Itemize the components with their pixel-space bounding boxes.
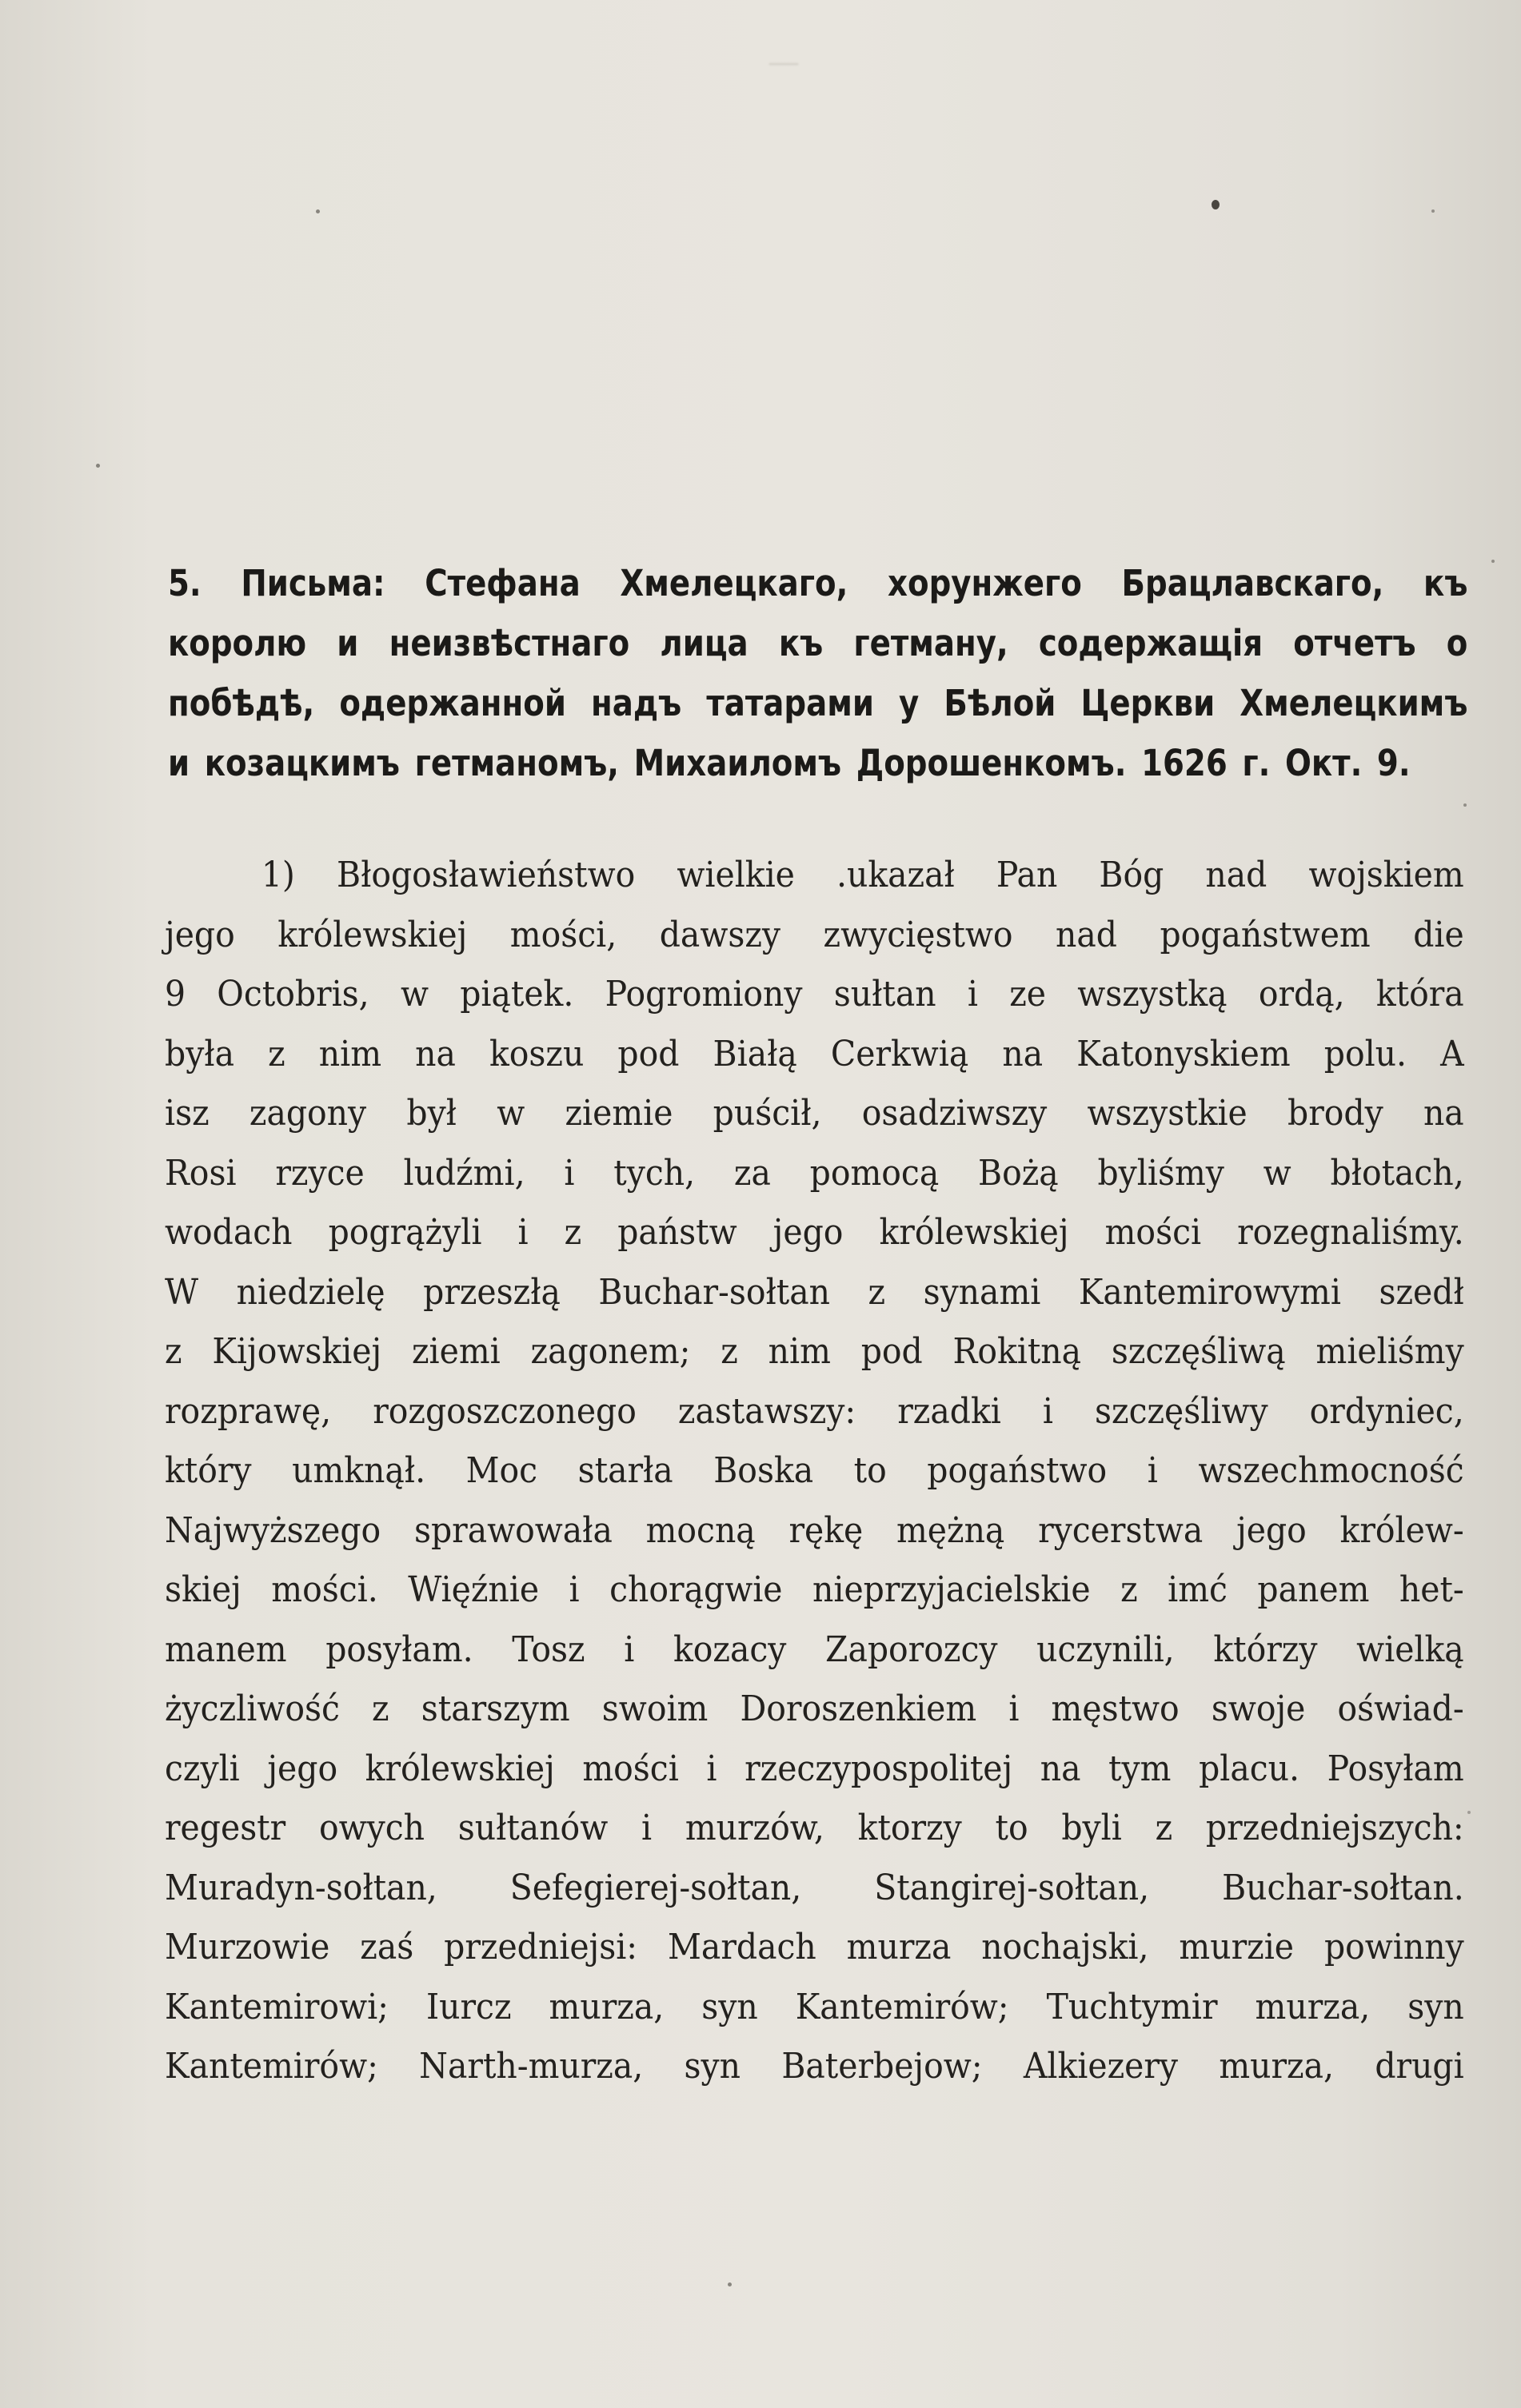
heading-line: 5. Письма: Стефана Хмелецкаго, хорунжего Брацлавскаго, къ	[168, 562, 1468, 604]
paper-speck	[1491, 560, 1495, 563]
body-line: Najwyższego sprawowała mocną rękę mężną rycerstwa jego królew-	[165, 1509, 1464, 1551]
body-line: regestr owych sułtanów i murzów, ktorzy to byli z przedniejszych:	[165, 1808, 1464, 1848]
body-line: rozprawę, rozgoszczonego zastawszy: rzadki i szczęśliwy ordyniec,	[165, 1390, 1464, 1432]
body-line: Rosi rzyce ludźmi, i tych, za pomocą Bożą byliśmy w błotach,	[165, 1152, 1464, 1194]
body-line: manem posyłam. Tosz i kozacy Zaporozcy uczynili, którzy wielką	[165, 1629, 1464, 1670]
body-line: Muradyn-sołtan, Sefegierej-sołtan, Stangirej-sołtan, Buchar-sołtan.	[165, 1867, 1464, 1908]
bleed-through-page-number: —	[768, 44, 800, 81]
heading-line: и козацкимъ гетманомъ, Михаиломъ Дорошенкомъ. 1626 г. Окт. 9.	[168, 742, 1411, 784]
paper-speck	[316, 209, 320, 213]
body-line: czyli jego królewskiej mości i rzeczypospolitej na tym placu. Posyłam	[165, 1748, 1464, 1789]
body-line: 1) Błogosławieństwo wielkie .ukazał Pan Bóg nad wojskiem	[261, 855, 1464, 895]
body-line: była z nim na koszu pod Białą Cerkwią na Katonyskiem polu. A	[165, 1033, 1464, 1074]
letter-body	[165, 846, 1464, 2097]
paper-speck	[1467, 1811, 1471, 1814]
body-line: wodach pogrążyli i z państw jego królewskiej mości rozegnaliśmy.	[165, 1212, 1464, 1253]
heading-line: королю и неизвѣстнаго лица къ гетману, содержащія отчетъ о	[168, 622, 1468, 664]
paper-speck	[728, 2282, 732, 2286]
body-line: który umknął. Moc starła Boska to pogaństwo i wszechmocność	[165, 1450, 1464, 1491]
body-line: W niedzielę przeszłą Buchar-sołtan z synami Kantemirowymi szedł	[165, 1271, 1464, 1313]
bleed-through-text	[172, 120, 1467, 470]
body-line: Kantemirów; Narth-murza, syn Baterbejow; Alkiezery murza, drugi	[165, 2046, 1464, 2087]
body-line: isz zagony był w ziemie puścił, osadziwszy wszystkie brody na	[165, 1093, 1464, 1134]
body-line: życzliwość z starszym swoim Doroszenkiem i męstwo swoje oświad-	[165, 1688, 1464, 1729]
paper-speck	[1431, 209, 1435, 213]
body-line: skiej mości. Więźnie i chorągwie nieprzyjacielskie z imć panem het-	[165, 1569, 1464, 1610]
paper-speck	[1463, 803, 1467, 807]
paper-speck	[96, 464, 100, 468]
paper-speck	[1212, 200, 1220, 209]
body-line: Kantemirowi; Iurcz murza, syn Kantemirów; Tuchtymir murza, syn	[165, 1986, 1464, 2027]
section-heading	[168, 553, 1468, 793]
body-line: z Kijowskiej ziemi zagonem; z nim pod Rokitną szczęśliwą mieliśmy	[165, 1331, 1464, 1372]
body-line: 9 Octobris, w piątek. Pogromiony sułtan i ze wszystką ordą, która	[165, 974, 1464, 1015]
body-line: Murzowie zaś przedniejsi: Mardach murza nochajski, murzie powinny	[165, 1927, 1464, 1967]
heading-line: побѣдѣ, одержанной надъ татарами у Бѣлой Церкви Хмелецкимъ	[168, 682, 1468, 724]
body-line: jego królewskiej mości, dawszy zwycięstwo nad pogaństwem die	[165, 914, 1464, 955]
